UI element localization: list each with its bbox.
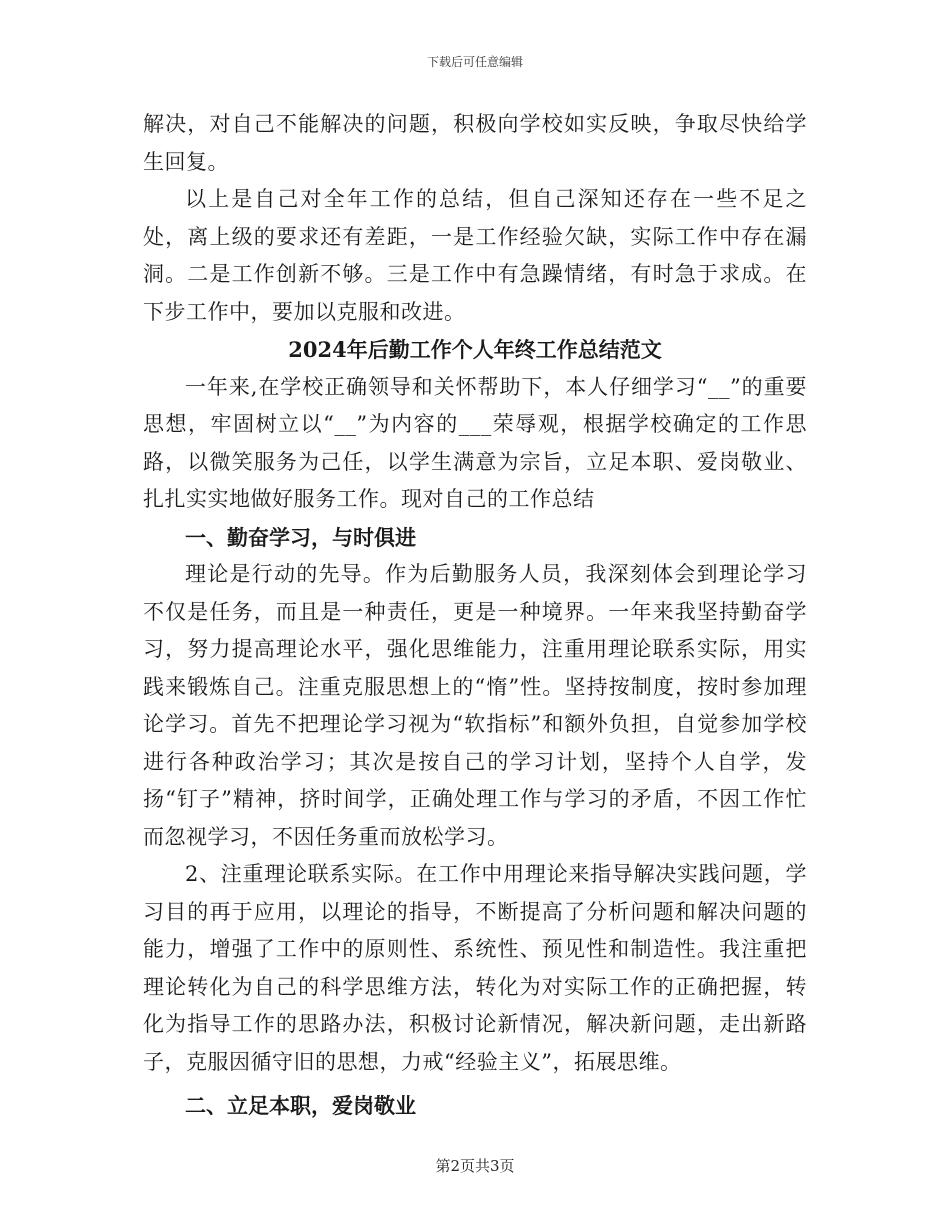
paragraph-intro: 一年来,在学校正确领导和关怀帮助下，本人仔细学习“__”的重要思想，牢固树立以“__”为内容的___荣辱观，根据学校确定的工作思路，以微笑服务为己任，以学生满意为宗旨，立足本职、爱岗敬业、扎扎实实地做好服务工作。现对自己的工作总结 bbox=[143, 374, 807, 511]
paragraph-practice: 2、注重理论联系实际。在工作中用理论来指导解决实践问题，学习目的再于应用，以理论的指导，不断提高了分析问题和解决问题的能力，增强了工作中的原则性、系统性、预见性和制造性。我注重把理论转化为自己的科学思维方法，转化为对实际工作的正确把握，转化为指导工作的思路办法，积极讨论新情况，解决新问题，走出新路子，克服因循守旧的思想，力戒“经验主义”，拓展思维。 bbox=[143, 862, 807, 1074]
paragraph-summary: 以上是自己对全年工作的总结，但自己深知还存在一些不足之处，离上级的要求还有差距，一是工作经验欠缺，实际工作中存在漏洞。二是工作创新不够。三是工作中有急躁情绪，有时急于求成。在下步工作中，要加以克服和改进。 bbox=[143, 187, 807, 324]
page-footer: 第2页共3页 bbox=[435, 1157, 515, 1175]
paragraph-continuation: 解决，对自己不能解决的问题，积极向学校如实反映，争取尽快给学生回复。 bbox=[143, 112, 807, 174]
page-header: 下载后可任意编辑 bbox=[426, 55, 523, 69]
section-heading-1: 一、勤奋学习，与时俱进 bbox=[185, 524, 416, 550]
document-body bbox=[143, 106, 807, 1125]
document-title: 2024年后勤工作个人年终工作总结范文 bbox=[288, 337, 662, 362]
paragraph-study: 理论是行动的先导。作为后勤服务人员，我深刻体会到理论学习不仅是任务，而且是一种责任，更是一种境界。一年来我坚持勤奋学习，努力提高理论水平，强化思维能力，注重用理论联系实际，用实践来锻炼自己。注重克服思想上的“惰”性。坚持按制度，按时参加理论学习。首先不把理论学习视为“软指标”和额外负担，自觉参加学校进行各种政治学习；其次是按自己的学习计划，坚持个人自学，发扬“钉子”精神，挤时间学，正确处理工作与学习的矛盾，不因工作忙而忽视学习，不因任务重而放松学习。 bbox=[143, 562, 807, 849]
section-heading-2: 二、立足本职，爱岗敬业 bbox=[185, 1093, 416, 1118]
